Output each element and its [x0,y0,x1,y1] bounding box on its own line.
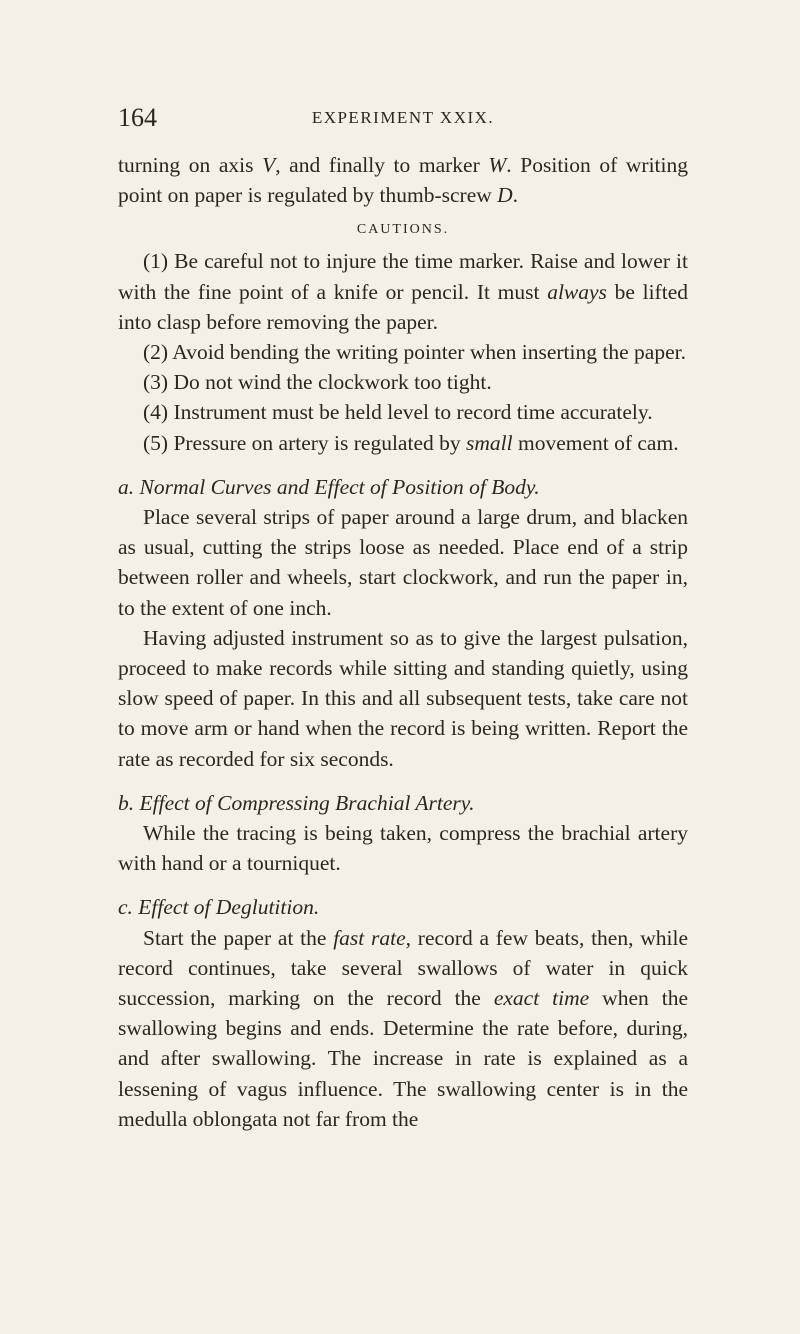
section-a-title: a. Normal Curves and Effect of Position of Body. [118,474,540,499]
section-c-title: c. Effect of Deglutition. [118,895,320,920]
caution-1 [118,246,688,337]
section-a-paragraph-1: Place several strips of paper around a large drum, and blacken as usual, cutting the strips loose as needed. Place end of a strip between roller and wheels, start clockwork, and run the paper in, to the extent of one inch. [118,505,688,620]
intro-text-3: . Position of writing point on paper is regulated by thumb-screw [118,153,688,208]
section-c-text-a: Start the paper at the [143,925,334,950]
caution-5-emphasis: small [466,430,513,455]
caution-5-text-a: (5) Pressure on artery is regulated by [143,430,466,455]
section-b-title: b. Effect of Compressing Brachial Artery. [118,790,475,815]
caution-5 [118,428,688,458]
running-title: EXPERIMENT XXIX. [311,108,495,127]
caution-1-emphasis: always [547,279,607,304]
cautions-heading: CAUTIONS. [356,222,450,238]
intro-paragraph [118,150,688,210]
section-c-text-b: record a few beats, then, while record continues, take several swallows of water in quick succession, marking on the record the [118,925,688,1011]
section-b-paragraph-1: While the tracing is being taken, compress the brachial artery with hand or a tourniquet. [118,821,688,876]
caution-4: (4) Instrument must be held level to record time accurately. [143,400,653,425]
caution-2: (2) Avoid bending the writing pointer when inserting the paper. [143,340,686,365]
intro-marker-w: W [488,153,507,177]
section-c-text-c: when the swallowing begins and ends. Determine the rate before, during, and after swallowing. The increase in rate is explained as a lessening of vagus influence. The swallowing center is in the medulla oblongata not far from the [118,986,688,1131]
intro-thumbscrew-d: D [497,183,513,208]
intro-text-4: . [512,183,519,208]
section-c-paragraph-1 [118,923,688,1134]
caution-1-text-a: (1) Be careful not to injure the time marker. Raise and lower it with the fine point of a knife or pencil. It must [118,249,688,304]
caution-1-text-b: be lifted into clasp before removing the paper. [118,279,688,334]
intro-text-1: turning on axis [118,153,263,177]
caution-5-text-b: movement of cam. [512,430,679,455]
caution-3: (3) Do not wind the clockwork too tight. [143,370,492,395]
intro-axis-v: V [262,153,276,177]
page-header [118,100,688,136]
section-a-paragraph-2: Having adjusted instrument so as to give the largest pulsation, proceed to make records while sitting and standing quietly, using slow speed of paper. In this and all subsequent tests, take care not to move arm or hand when the record is being written. Report the rate as recorded for six seconds. [118,625,688,771]
intro-text-2: , and finally to marker [275,153,489,177]
section-c-exact-time: exact time [493,986,590,1011]
section-c-fast-rate: fast rate, [333,925,412,950]
page-body [118,150,688,1134]
page-number: 164 [118,103,157,132]
